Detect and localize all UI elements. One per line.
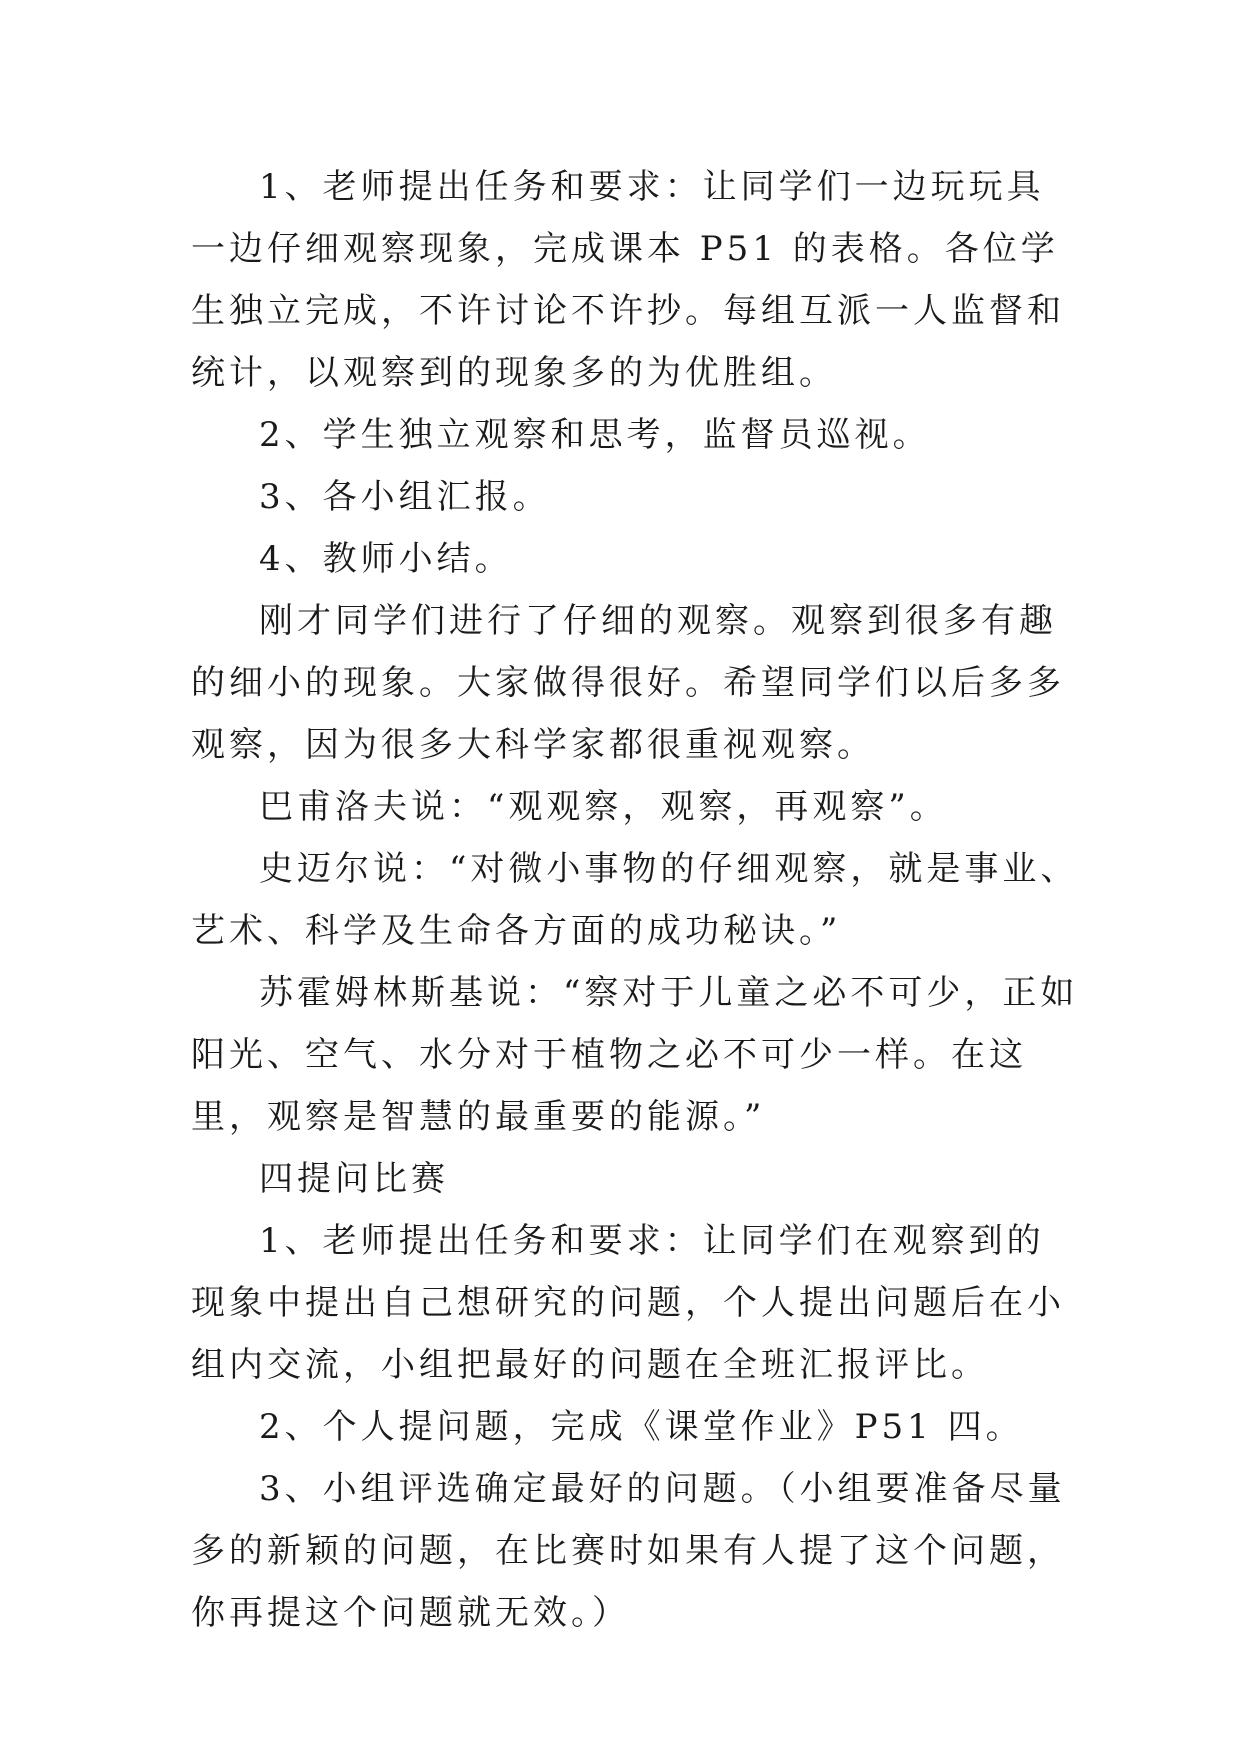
section-heading: 四提问比赛 — [259, 1159, 449, 1199]
paragraph-question-step-3: 3、小组评选确定最好的问题。（小组要准备尽量多的新颖的问题，在比赛时如果有人提了这个问题，你再提这个问题就无效。） — [191, 1469, 1066, 1633]
paragraph-step-3: 3、各小组汇报。 — [259, 477, 551, 517]
document-body — [191, 156, 1081, 1644]
paragraph-question-task-1: 1、老师提出任务和要求：让同学们在观察到的现象中提出自己想研究的问题，个人提出问题后在小组内交流，小组把最好的问题在全班汇报评比。 — [191, 1221, 1065, 1385]
quote-pavlov: 巴甫洛夫说：“观观察，观察，再观察”。 — [259, 787, 948, 827]
paragraph-step-4: 4、教师小结。 — [259, 539, 513, 579]
paragraph-step-2: 2、学生独立观察和思考，监督员巡视。 — [259, 415, 931, 455]
quote-sukhomlinsky: 苏霍姆林斯基说：“察对于儿童之必不可少，正如阳光、空气、水分对于植物之必不可少一样。在这里，观察是智慧的最重要的能源。” — [191, 973, 1079, 1137]
paragraph-task-1: 1、老师提出任务和要求：让同学们一边玩玩具一边仔细观察现象，完成课本 P51 的表格。各位学生独立完成，不许讨论不许抄。每组互派一人监督和统计，以观察到的现象多的为优胜组。 — [191, 167, 1065, 393]
paragraph-question-step-2: 2、个人提问题，完成《课堂作业》P51 四。 — [259, 1407, 1024, 1447]
paragraph-summary: 刚才同学们进行了仔细的观察。观察到很多有趣的细小的现象。大家做得很好。希望同学们以后多多观察，因为很多大科学家都很重视观察。 — [191, 601, 1065, 765]
quote-smiles: 史迈尔说：“对微小事物的仔细观察，就是事业、艺术、科学及生命各方面的成功秘诀。” — [191, 849, 1079, 951]
